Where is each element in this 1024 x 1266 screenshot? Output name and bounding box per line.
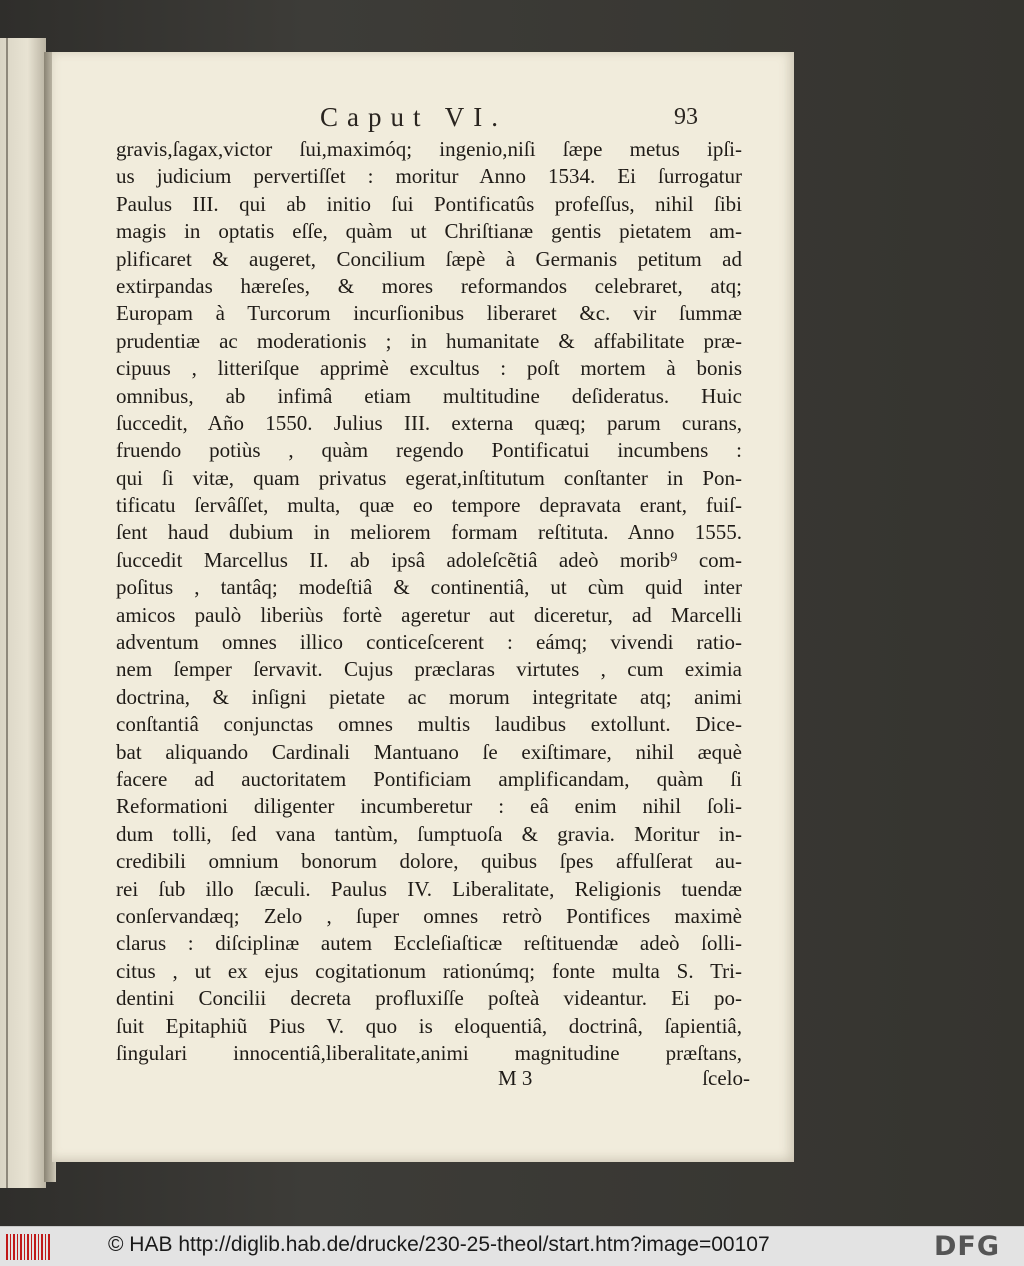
text-line: adventum omnes illico conticeſcerent : eámq; vivendi ratio-	[116, 630, 742, 655]
text-line: Paulus III. qui ab initio ſui Pontificatûs profeſſus, nihil ſibi	[116, 191, 742, 216]
text-line: ſuccedit, Año 1550. Julius III. externa quæq; parum curans,	[116, 410, 742, 435]
running-head	[52, 102, 794, 136]
text-line: conſtantiâ conjunctas omnes multis laudibus extollunt. Dice-	[116, 712, 742, 737]
text-line: clarus : diſciplinæ autem Eccleſiaſticæ reſtituendæ adeò ſolli-	[116, 931, 742, 956]
text-line: extirpandas hæreſes, & mores reformandos celebraret, atq;	[116, 273, 742, 298]
text-line: dentini Concilii decreta profluxiſſe poſteà videantur. Ei po-	[116, 986, 742, 1011]
text-line: plificaret & augeret, Concilium ſæpè à Germanis petitum ad	[116, 246, 742, 271]
text-line: Reformationi diligenter incumberetur : eâ enim nihil ſoli-	[116, 794, 742, 819]
page-footer	[116, 1066, 750, 1096]
text-line: amicos paulò liberiùs fortè ageretur aut diceretur, ad Marcelli	[116, 602, 742, 627]
text-line: qui ſi vitæ, quam privatus egerat,inſtitutum conſtanter in Pon-	[116, 465, 742, 490]
text-line: magis in optatis eſſe, quàm ut Chriſtianæ gentis pietatem am-	[116, 219, 742, 244]
text-line: gravis,ſagax,victor ſui,maximóq; ingenio,niſi ſæpe metus ipſi-	[116, 137, 742, 161]
text-line: citus , ut ex ejus cogitationum rationúmq; fonte multa S. Tri-	[116, 958, 742, 983]
text-line: bat aliquando Cardinali Mantuano ſe exiſtimare, nihil æquè	[116, 739, 742, 764]
text-line: doctrina, & inſigni pietate ac morum integritate atq; animi	[116, 684, 742, 709]
text-line: fruendo potiùs , quàm regendo Pontificatui incumbens :	[116, 438, 742, 463]
chapter-heading: Caput VI.	[320, 102, 507, 132]
text-line: prudentiæ ac moderationis ; in humanitate & affabilitate præ-	[116, 328, 742, 353]
text-line: nem ſemper ſervavit. Cujus præclaras virtutes , cum eximia	[116, 657, 742, 682]
text-line: ſent haud dubium in meliorem formam reſtituta. Anno 1555.	[116, 520, 742, 545]
text-line: facere ad auctoritatem Pontificiam amplificandam, quàm ſi	[116, 766, 742, 791]
hab-barcode-icon	[6, 1234, 50, 1260]
text-line: credibili omnium bonorum dolore, quibus ſpes affulſerat au-	[116, 849, 742, 874]
book-page	[52, 52, 794, 1162]
previous-page-edge	[0, 38, 46, 1188]
text-line: ſuit Epitaphiũ Pius V. quo is eloquentiâ, doctrinâ, ſapientiâ,	[116, 1013, 742, 1038]
text-line: Europam à Turcorum incurſionibus liberaret &c. vir ſummæ	[116, 301, 742, 326]
dfg-logo: DFG	[934, 1231, 1001, 1262]
text-line: omnibus, ab infimâ etiam multitudine deſideratus. Huic	[116, 383, 742, 408]
viewer-footer-bar	[0, 1226, 1024, 1266]
catchword: ſcelo-	[702, 1066, 750, 1090]
text-line: dum tolli, ſed vana tantùm, ſumptuoſa & gravia. Moritur in-	[116, 821, 742, 846]
text-line: ſuccedit Marcellus II. ab ipsâ adoleſcẽtiâ adeò morib⁹ com-	[116, 547, 742, 572]
body-text	[116, 136, 742, 1067]
text-line: ſingulari innocentiâ,liberalitate,animi magnitudine præſtans,	[116, 1040, 742, 1065]
text-line: rei ſub illo ſæculi. Paulus IV. Liberalitate, Religionis tuendæ	[116, 876, 742, 901]
text-line: tificatu ſervâſſet, multa, quæ eo tempore depravata erant, fuiſ-	[116, 493, 742, 518]
text-line: cipuus , litteriſque apprimè excultus : poſt mortem à bonis	[116, 356, 742, 381]
text-line: conſervandæq; Zelo , ſuper omnes retrò Pontifices maximè	[116, 903, 742, 928]
signature-mark: M 3	[498, 1066, 533, 1090]
text-line: us judicium pervertiſſet : moritur Anno 1534. Ei ſurrogatur	[116, 164, 742, 189]
text-line: poſitus , tantâq; modeſtiâ & continentiâ, ut cùm quid inter	[116, 575, 742, 600]
page-number: 93	[674, 104, 698, 130]
copyright-link[interactable]: © HAB http://diglib.hab.de/drucke/230-25-theol/start.htm?image=00107	[108, 1233, 770, 1256]
